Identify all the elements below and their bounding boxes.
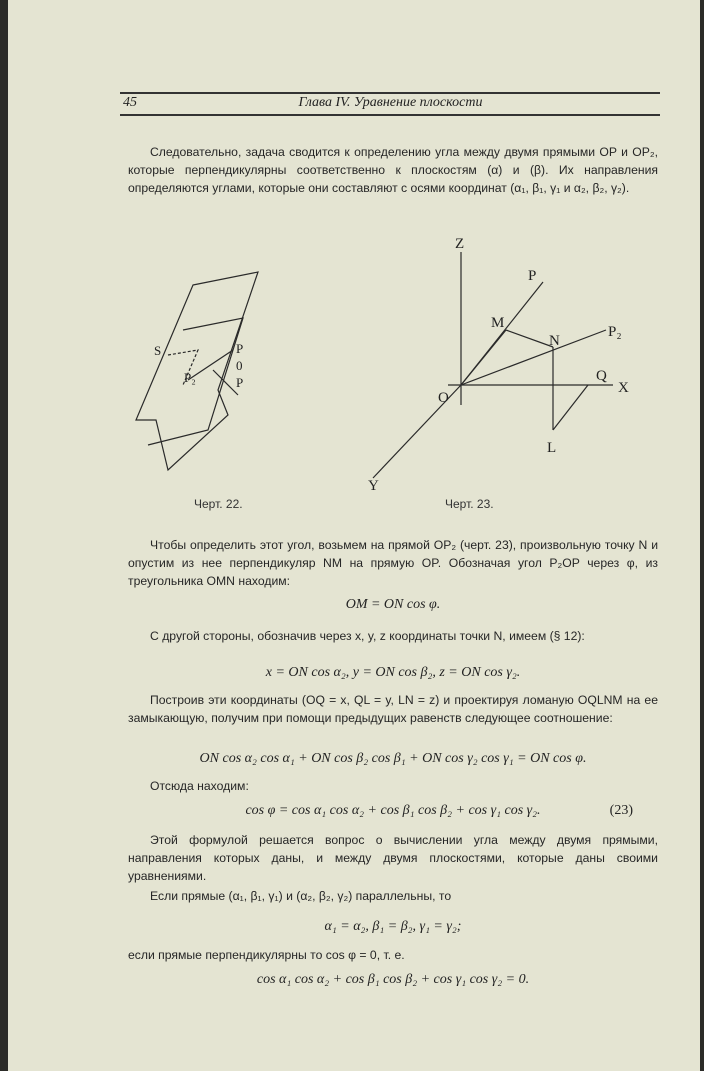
- page-number: 45: [123, 95, 137, 110]
- paragraph-6: Этой формулой решается вопрос о вычислении угла между двумя прямыми, направления которых даны, и между двумя плоскостями, которые даны своими уравнениями.: [128, 833, 658, 883]
- paragraph-7: Если прямые (α₁, β₁, γ₁) и (α₂, β₂, γ₂) параллельны, то: [150, 889, 452, 903]
- fig23-label-y: Y: [368, 478, 379, 494]
- formula-coordinates: x = ON cos α₂, y = ON cos β₂, z = ON cos γ₂.: [265, 665, 521, 680]
- equation-number: (23): [609, 803, 633, 818]
- fig22-label-p-bottom: P: [236, 375, 244, 390]
- fig23-label-m: M: [491, 315, 505, 331]
- paragraph-4: Построив эти координаты (OQ = x, QL = y, LN = z) и проектируя ломаную OQLNM на ее замыкающую, получим при помощи предыдущих равенств следующее соотношение:: [128, 693, 658, 725]
- figure-23-drawing: [373, 252, 613, 478]
- formula-perpendicular: cos α₁ cos α₂ + cos β₁ cos β₂ + cos γ₁ cos γ₂ = 0.: [256, 972, 530, 987]
- paragraph-5: Отсюда находим:: [150, 779, 249, 793]
- fig23-label-l: L: [547, 440, 557, 456]
- fig23-label-p: P: [528, 268, 537, 284]
- paragraph-2: Чтобы определить этот угол, возьмем на прямой OP₂ (черт. 23), произвольную точку N и опустим из нее перпендикуляр NM на прямую OP. Обозначая угол P₂OP через φ, из треугольника OMN находим:: [128, 538, 658, 588]
- fig23-label-x: X: [618, 380, 629, 396]
- formula-om: OM = ON cos φ.: [345, 597, 441, 612]
- paragraph-8: если прямые перпендикулярны то cos φ = 0, т. е.: [128, 948, 405, 962]
- formula-23-body: cos φ = cos α₁ cos α₂ + cos β₁ cos β₂ + cos γ₁ cos γ₂.: [245, 803, 541, 818]
- formula-projection: ON cos α₂ cos α₁ + ON cos β₂ cos β₁ + ON cos γ₂ cos γ₁ = ON cos φ.: [199, 751, 587, 766]
- chapter-title: Глава IV. Уравнение плоскости: [298, 95, 483, 110]
- fig23-label-p2: P₂: [608, 324, 622, 340]
- fig23-label-o: O: [438, 390, 449, 406]
- fig22-label-p-top: P: [236, 341, 244, 356]
- fig22-label-zero: 0: [236, 358, 243, 373]
- fig22-label-s: S: [154, 343, 162, 358]
- fig23-label-z: Z: [455, 236, 465, 252]
- fig23-label-n: N: [549, 333, 560, 349]
- fig22-label-p2: P₂: [184, 370, 196, 385]
- paragraph-1: Следовательно, задача сводится к определению угла между двумя прямыми OP и OP₂, которые перпендикулярны соответственно к плоскостям (α) и (β). Их направления определяются углами, которые они составляют с осями координат (α₁, β₁, γ₁ и α₂, β₂, γ₂).: [128, 145, 658, 195]
- formula-23: [128, 803, 658, 819]
- formula-parallel: α₁ = α₂, β₁ = β₂, γ₁ = γ₂;: [324, 919, 462, 934]
- figure-22-caption: Черт. 22.: [194, 497, 243, 511]
- figure-23-caption: Черт. 23.: [445, 497, 494, 511]
- fig23-label-q: Q: [596, 368, 607, 384]
- figures: [8, 0, 704, 520]
- book-page: [8, 0, 700, 1071]
- paragraph-3: С другой стороны, обозначив через x, y, z координаты точки N, имеем (§ 12):: [150, 629, 585, 643]
